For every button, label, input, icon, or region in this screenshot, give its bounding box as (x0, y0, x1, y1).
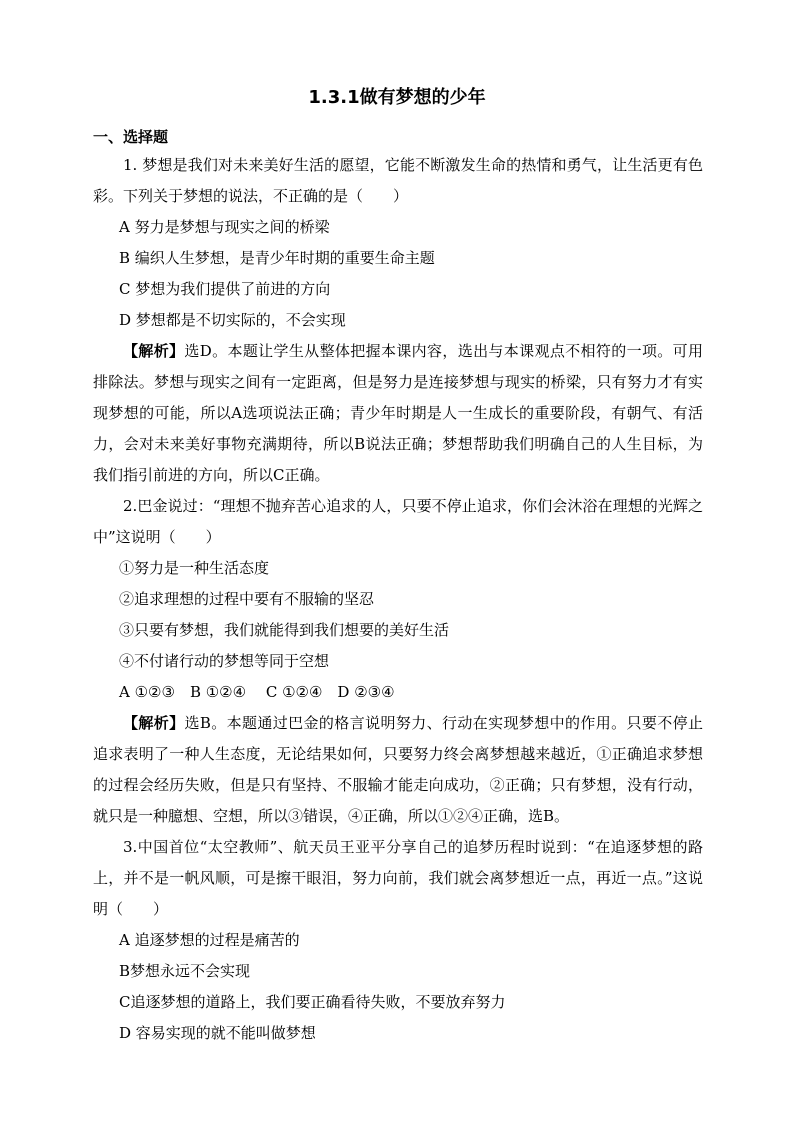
document-body (93, 150, 703, 1049)
question-2-choices: A ①②③ B ①②④ C ①②④ D ②③④ (119, 683, 395, 701)
analysis-text: 选B。本题通过巴金的格言说明努力、行动在实现梦想中的作用。只要不停止追求表明了一种人生态度，无论结果如何，只要努力终会离梦想越来越近，①正确追求梦想的过程会经历失败，但是只有坚持、不服输才能走向成功，②正确；只有梦想，没有行动，就只是一种臆想、空想，所以③错误，④正确，所以①②④正确，选B。 (93, 714, 703, 825)
question-1-option-a: A 努力是梦想与现实之间的桥梁 (119, 218, 330, 236)
page-title: 1.3.1做有梦想的少年 (308, 87, 486, 108)
question-1-stem: 1. 梦想是我们对未来美好生活的愿望，它能不断激发生命的热情和勇气，让生活更有色彩。下列关于梦想的说法，不正确的是（ ） (93, 156, 703, 205)
question-2-stem: 2.巴金说过：“理想不抛弃苦心追求的人，只要不停止追求，你们会沐浴在理想的光辉之中”这说明（ ） (93, 497, 703, 546)
question-2-statement-4: ④不付诸行动的梦想等同于空想 (119, 652, 330, 670)
analysis-label: 【解析】 (123, 714, 185, 732)
question-1-option-b: B 编织人生梦想，是青少年时期的重要生命主题 (119, 249, 435, 267)
analysis-label: 【解析】 (123, 342, 185, 360)
question-1-analysis (93, 336, 703, 491)
question-3-option-b: B梦想永远不会实现 (119, 962, 251, 980)
question-3-option-d: D 容易实现的就不能叫做梦想 (119, 1024, 316, 1042)
question-2-statement-3: ③只要有梦想，我们就能得到我们想要的美好生活 (119, 621, 450, 639)
question-1-option-c: C 梦想为我们提供了前进的方向 (119, 280, 331, 298)
section-heading: 一、选择题 (93, 128, 169, 146)
question-3-option-c: C追逐梦想的道路上，我们要正确看待失败，不要放弃努力 (119, 993, 506, 1011)
question-3-stem: 3.中国首位“太空教师”、航天员王亚平分享自己的追梦历程时说到：“在追逐梦想的路上，并不是一帆风顺，可是擦干眼泪，努力向前，我们就会离梦想近一点，再近一点。”这说明（ ） (93, 838, 703, 918)
analysis-text: 选D。本题让学生从整体把握本课内容，选出与本课观点不相符的一项。可用排除法。梦想与现实之间有一定距离，但是努力是连接梦想与现实的桥梁，只有努力才有实现梦想的可能，所以A选项说法正确；青少年时期是人一生成长的重要阶段，有朝气、有活力，会对未来美好事物充满期待，所以B说法正确；梦想帮助我们明确自己的人生目标，为我们指引前进的方向，所以C正确。 (93, 342, 703, 484)
question-2-analysis (93, 708, 703, 832)
question-2-statement-2: ②追求理想的过程中要有不服输的坚忍 (119, 590, 375, 608)
question-1-option-d: D 梦想都是不切实际的，不会实现 (119, 311, 346, 329)
question-2-statement-1: ①努力是一种生活态度 (119, 559, 270, 577)
question-3-option-a: A 追逐梦想的过程是痛苦的 (119, 931, 300, 949)
